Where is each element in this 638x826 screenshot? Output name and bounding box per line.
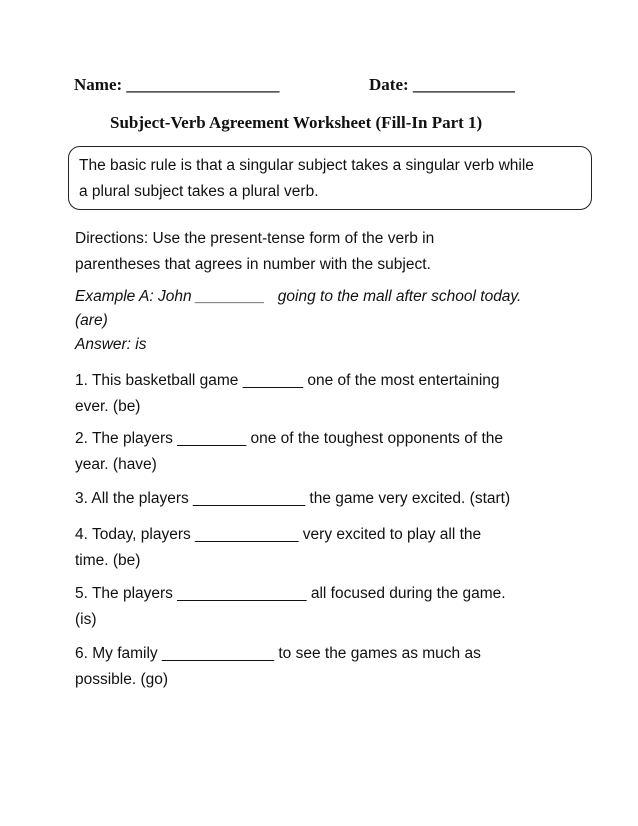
question-4: [75, 522, 575, 574]
name-field: Name: __________________: [74, 75, 280, 94]
question-line: 4. Today, players ____________ very excited to play all the: [75, 526, 482, 543]
directions: [75, 226, 575, 278]
directions-line: parentheses that agrees in number with the subject.: [75, 256, 431, 273]
question-line: 3. All the players _____________ the game very excited. (start): [75, 490, 511, 507]
rule-line: a plural subject takes a plural verb.: [79, 183, 319, 200]
question-5: [75, 581, 575, 633]
question-line: time. (be): [75, 552, 141, 569]
example-block: [75, 285, 575, 357]
question-6: [75, 641, 575, 693]
directions-line: Directions: Use the present-tense form of the verb in: [75, 230, 435, 247]
question-line: 1. This basketball game _______ one of the most entertaining: [75, 372, 500, 389]
question-line: 5. The players _______________ all focused during the game.: [75, 585, 506, 602]
question-2: [75, 426, 575, 478]
date-field: Date: ____________: [369, 75, 515, 94]
example-line: (are): [75, 312, 108, 329]
worksheet-title: Subject-Verb Agreement Worksheet (Fill-In Part 1): [110, 113, 483, 132]
question-line: possible. (go): [75, 671, 169, 688]
question-line: (is): [75, 611, 97, 628]
question-line: 2. The players ________ one of the toughest opponents of the: [75, 430, 504, 447]
rule-line: The basic rule is that a singular subject takes a singular verb while: [79, 157, 534, 174]
question-3: [75, 486, 575, 512]
question-line: year. (have): [75, 456, 157, 473]
rule-box: [68, 146, 592, 210]
example-answer: Answer: is: [75, 336, 147, 353]
question-line: ever. (be): [75, 398, 141, 415]
question-1: [75, 368, 575, 420]
question-line: 6. My family _____________ to see the games as much as: [75, 645, 481, 662]
example-line: Example A: John ________ going to the mall after school today.: [75, 288, 522, 305]
